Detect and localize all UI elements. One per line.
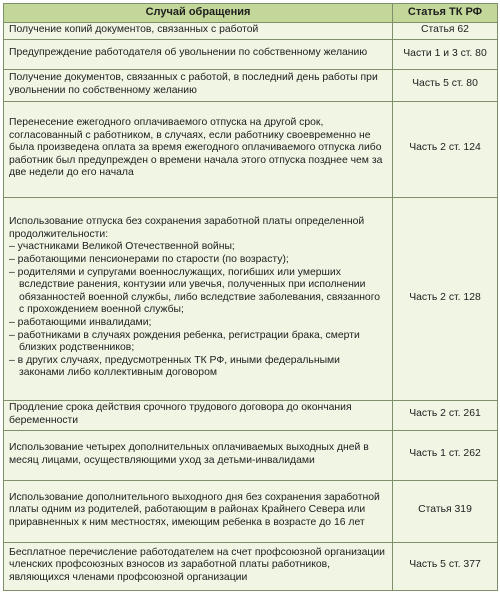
article-cell: Статья 62	[393, 23, 498, 40]
case-cell: Использование дополнительного выходного дня без сохранения заработной платы одним из родителей, работающим в районах Крайнего Севера или приравненных к ним местностях, имеющим ребенка в возрасте до 16 лет	[4, 480, 393, 542]
table-row	[4, 542, 498, 590]
case-intro: Использование отпуска без сохранения заработной платы определенной продолжительности:	[9, 216, 365, 240]
case-cell: Получение документов, связанных с работой, в последний день работы при увольнении по собственному желанию	[4, 69, 393, 101]
table-row	[4, 101, 498, 197]
case-list-item: – работающими инвалидами;	[9, 316, 152, 328]
case-list-item: – родителями и супругами военнослужащих, погибших или умерших вследствие ранения, контузии или увечья, полученных при исполнении обязанностей военной службы, либо вследствие заболевания, связанного с прохождением военной службы;	[9, 266, 381, 316]
case-cell: Получение копий документов, связанных с работой	[4, 23, 393, 40]
case-list-item: – работающими пенсионерами по старости (по возрасту);	[9, 254, 289, 266]
table-row	[4, 430, 498, 480]
table-row	[4, 480, 498, 542]
case-cell: Использование четырех дополнительных оплачиваемых выходных дней в месяц лицами, осуществляющими уход за детьми-инвалидами	[4, 430, 393, 480]
labor-code-table-container	[3, 3, 497, 591]
article-cell	[393, 39, 498, 69]
article-cell: Часть 2 ст. 128	[393, 197, 498, 400]
case-cell: Продление срока действия срочного трудового договора до окончания беременности	[4, 400, 393, 430]
table-row	[4, 197, 498, 400]
article-cell: Статья 319	[393, 480, 498, 542]
table-row	[4, 23, 498, 40]
table-header-row	[4, 4, 498, 23]
case-cell	[4, 197, 393, 400]
article-cell: Часть 5 ст. 377	[393, 542, 498, 590]
article-text: Части 1 и 3 ст. 80	[403, 48, 487, 60]
labor-code-table	[3, 3, 498, 591]
article-cell: Часть 2 ст. 124	[393, 101, 498, 197]
table-row	[4, 69, 498, 101]
case-cell: Перенесение ежегодного оплачиваемого отпуска на другой срок, согласованный с работником, в случаях, если работнику своевременно не была произведена оплата за время ежегодного оплачиваемого отпуска либо работник был предупрежден о времени начала этого отпуска позднее чем за две недели до его начала	[4, 101, 393, 197]
case-list-item: – участниками Великой Отечественной войны;	[9, 241, 235, 253]
case-cell: Предупреждение работодателя об увольнении по собственному желанию	[4, 39, 393, 69]
header-article: Статья ТК РФ	[393, 4, 498, 23]
case-list-item: – работниками в случаях рождения ребенка, регистрации брака, смерти близких родственников;	[9, 329, 360, 354]
header-case: Случай обращения	[4, 4, 393, 23]
table-row	[4, 39, 498, 69]
case-cell: Бесплатное перечисление работодателем на счет профсоюзной организации членских профсоюзных взносов из заработной платы работников, являющихся членами профсоюзной организации	[4, 542, 393, 590]
table-row	[4, 400, 498, 430]
article-cell: Часть 1 ст. 262	[393, 430, 498, 480]
case-list-item: – в других случаях, предусмотренных ТК РФ, иными федеральными законами либо коллективным договором	[9, 354, 340, 379]
article-cell: Часть 5 ст. 80	[393, 69, 498, 101]
article-cell: Часть 2 ст. 261	[393, 400, 498, 430]
